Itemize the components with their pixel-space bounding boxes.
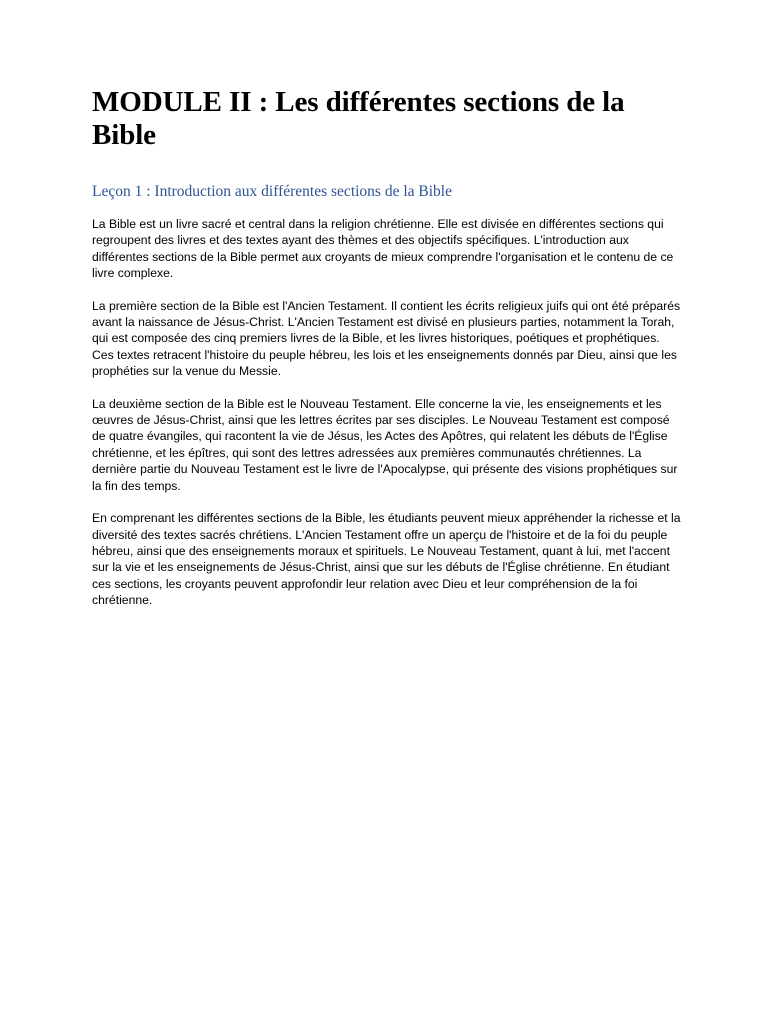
paragraph-ancien-testament: La première section de la Bible est l'Ancien Testament. Il contient les écrits religieux juifs qui ont été préparés avant la naissance de Jésus-Christ. L'Ancien Testament est divisé en plusieurs parties, notamment la Torah, qui est composée des cinq premiers livres de la Bible, et les livres historiques, poétiques et prophétiques. Ces textes retracent l'histoire du peuple hébreu, les lois et les enseignements donnés par Dieu, ainsi que les prophéties sur la venue du Messie.: [92, 298, 681, 379]
paragraph-conclusion: En comprenant les différentes sections de la Bible, les étudiants peuvent mieux appréhender la richesse et la diversité des textes sacrés chrétiens. L'Ancien Testament offre un aperçu de l'histoire et de la foi du peuple hébreu, ainsi que des enseignements moraux et spirituels. Le Nouveau Testament, quant à lui, met l'accent sur la vie et les enseignements de Jésus-Christ, ainsi que sur les débuts de l'Église chrétienne. En étudiant ces sections, les croyants peuvent approfondir leur relation avec Dieu et leur compréhension de la foi chrétienne.: [92, 511, 681, 608]
paragraph-nouveau-testament: La deuxième section de la Bible est le Nouveau Testament. Elle concerne la vie, les enseignements et les œuvres de Jésus-Christ, ainsi que les lettres écrites par ses disciples. Le Nouveau Testament est composé de quatre évangiles, qui racontent la vie de Jésus, les Actes des Apôtres, qui relatent les débuts de l'Église chrétienne, et les épîtres, qui sont des lettres adressées aux premières communautés chrétiennes. La dernière partie du Nouveau Testament est le livre de l'Apocalypse, qui présente des visions prophétiques sur la fin des temps.: [92, 396, 678, 493]
paragraph-introduction: La Bible est un livre sacré et central dans la religion chrétienne. Elle est divisée en différentes sections qui regroupent des livres et des textes ayant des thèmes et des objectifs spécifiques. L'introduction aux différentes sections de la Bible permet aux croyants de mieux comprendre l'organisation et le contenu de ce livre complexe.: [92, 217, 674, 281]
document-content: [92, 86, 682, 609]
module-title: MODULE II : Les différentes sections de la Bible: [92, 86, 625, 151]
lesson-title: Leçon 1 : Introduction aux différentes sections de la Bible: [92, 183, 452, 200]
